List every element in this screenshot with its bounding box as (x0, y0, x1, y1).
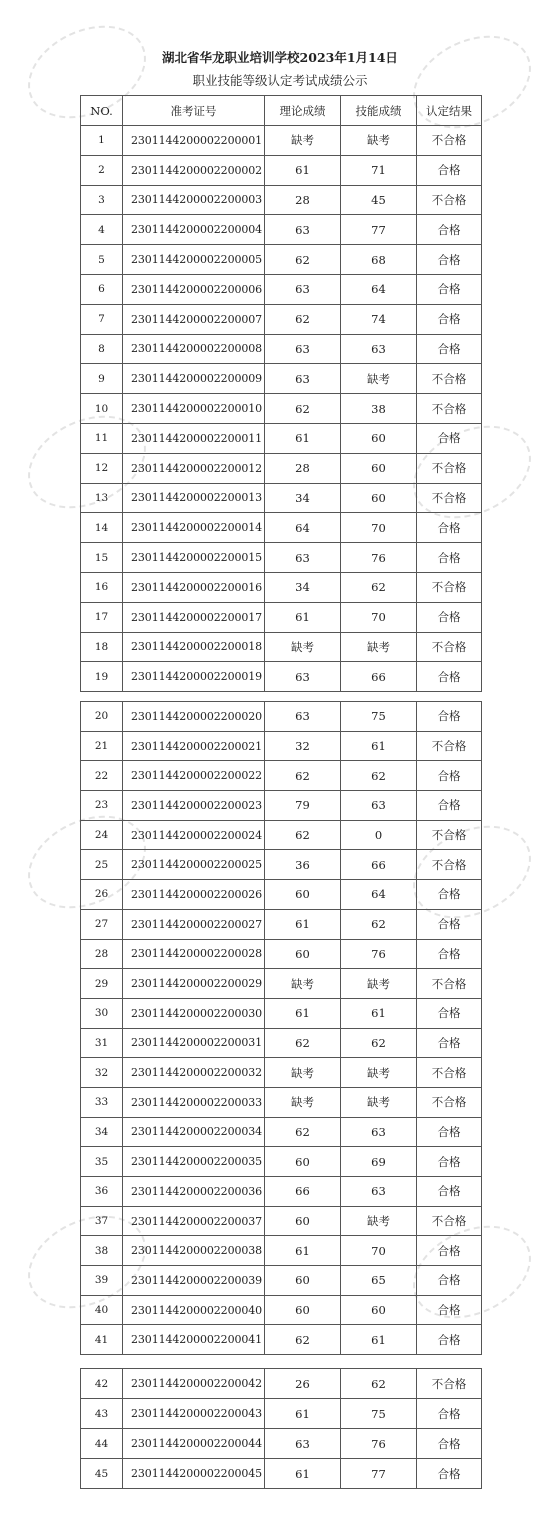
cell-no: 7 (81, 304, 123, 334)
cell-ticket: 2301144200002200037 (123, 1206, 265, 1236)
results-table-part-2 (80, 701, 482, 1355)
cell-result: 不合格 (417, 126, 482, 156)
cell-theory: 66 (265, 1177, 341, 1207)
table-row (81, 1117, 482, 1147)
cell-ticket: 2301144200002200044 (123, 1429, 265, 1459)
table-row (81, 761, 482, 791)
cell-result: 合格 (417, 1295, 482, 1325)
cell-result: 合格 (417, 423, 482, 453)
cell-result: 合格 (417, 1399, 482, 1429)
cell-ticket: 2301144200002200022 (123, 761, 265, 791)
cell-theory: 28 (265, 185, 341, 215)
cell-no: 38 (81, 1236, 123, 1266)
cell-result: 合格 (417, 791, 482, 821)
cell-skill: 缺考 (341, 1058, 417, 1088)
cell-skill: 64 (341, 274, 417, 304)
cell-skill: 66 (341, 662, 417, 692)
table-row (81, 1266, 482, 1296)
cell-ticket: 2301144200002200007 (123, 304, 265, 334)
cell-result: 合格 (417, 702, 482, 732)
cell-theory: 61 (265, 1459, 341, 1489)
cell-result: 合格 (417, 761, 482, 791)
cell-result: 合格 (417, 1236, 482, 1266)
cell-no: 21 (81, 731, 123, 761)
cell-ticket: 2301144200002200011 (123, 423, 265, 453)
cell-no: 32 (81, 1058, 123, 1088)
cell-skill: 69 (341, 1147, 417, 1177)
cell-theory: 61 (265, 1399, 341, 1429)
cell-skill: 60 (341, 483, 417, 513)
table-row (81, 215, 482, 245)
table-row (81, 702, 482, 732)
cell-no: 36 (81, 1177, 123, 1207)
cell-ticket: 2301144200002200030 (123, 998, 265, 1028)
cell-result: 合格 (417, 939, 482, 969)
cell-result: 合格 (417, 1429, 482, 1459)
table-row (81, 126, 482, 156)
cell-skill: 60 (341, 1295, 417, 1325)
table-row (81, 245, 482, 275)
cell-result: 合格 (417, 513, 482, 543)
cell-ticket: 2301144200002200026 (123, 880, 265, 910)
cell-ticket: 2301144200002200006 (123, 274, 265, 304)
cell-ticket: 2301144200002200039 (123, 1266, 265, 1296)
cell-no: 43 (81, 1399, 123, 1429)
cell-result: 合格 (417, 1325, 482, 1355)
cell-theory: 62 (265, 394, 341, 424)
cell-no: 22 (81, 761, 123, 791)
cell-no: 9 (81, 364, 123, 394)
cell-skill: 65 (341, 1266, 417, 1296)
table-row (81, 909, 482, 939)
cell-result: 不合格 (417, 969, 482, 999)
cell-skill: 75 (341, 1399, 417, 1429)
cell-result: 合格 (417, 1177, 482, 1207)
cell-ticket: 2301144200002200020 (123, 702, 265, 732)
cell-result: 合格 (417, 998, 482, 1028)
cell-ticket: 2301144200002200043 (123, 1399, 265, 1429)
table-row (81, 880, 482, 910)
cell-theory: 26 (265, 1369, 341, 1399)
table-row (81, 1236, 482, 1266)
cell-ticket: 2301144200002200032 (123, 1058, 265, 1088)
cell-theory: 缺考 (265, 1058, 341, 1088)
cell-skill: 63 (341, 1117, 417, 1147)
document-subtitle: 职业技能等级认定考试成绩公示 (192, 73, 368, 88)
cell-result: 合格 (417, 1459, 482, 1489)
table-row (81, 662, 482, 692)
cell-theory: 缺考 (265, 632, 341, 662)
table-row (81, 334, 482, 364)
cell-theory: 缺考 (265, 126, 341, 156)
cell-skill: 62 (341, 1369, 417, 1399)
cell-ticket: 2301144200002200016 (123, 572, 265, 602)
cell-ticket: 2301144200002200004 (123, 215, 265, 245)
cell-ticket: 2301144200002200015 (123, 543, 265, 573)
document-title: 湖北省华龙职业培训学校2023年1月14日 (162, 50, 398, 65)
cell-theory: 62 (265, 1117, 341, 1147)
cell-theory: 63 (265, 364, 341, 394)
table-row (81, 185, 482, 215)
cell-skill: 74 (341, 304, 417, 334)
cell-result: 合格 (417, 155, 482, 185)
cell-theory: 63 (265, 334, 341, 364)
column-header-skill: 技能成绩 (341, 96, 417, 126)
cell-skill: 66 (341, 850, 417, 880)
cell-result: 不合格 (417, 1058, 482, 1088)
cell-theory: 62 (265, 761, 341, 791)
results-table-part-3 (80, 1368, 482, 1489)
cell-theory: 62 (265, 1325, 341, 1355)
cell-skill: 60 (341, 453, 417, 483)
cell-skill: 76 (341, 939, 417, 969)
cell-theory: 63 (265, 662, 341, 692)
cell-theory: 60 (265, 880, 341, 910)
cell-result: 不合格 (417, 572, 482, 602)
cell-result: 不合格 (417, 731, 482, 761)
cell-theory: 缺考 (265, 969, 341, 999)
cell-theory: 61 (265, 998, 341, 1028)
table-row (81, 483, 482, 513)
cell-result: 合格 (417, 880, 482, 910)
cell-theory: 60 (265, 1206, 341, 1236)
column-header-theory: 理论成绩 (265, 96, 341, 126)
cell-no: 15 (81, 543, 123, 573)
table-row (81, 304, 482, 334)
cell-ticket: 2301144200002200012 (123, 453, 265, 483)
cell-no: 45 (81, 1459, 123, 1489)
cell-ticket: 2301144200002200010 (123, 394, 265, 424)
cell-ticket: 2301144200002200025 (123, 850, 265, 880)
table-row (81, 1058, 482, 1088)
cell-ticket: 2301144200002200033 (123, 1087, 265, 1117)
cell-no: 2 (81, 155, 123, 185)
cell-no: 40 (81, 1295, 123, 1325)
cell-ticket: 2301144200002200042 (123, 1369, 265, 1399)
cell-no: 34 (81, 1117, 123, 1147)
cell-ticket: 2301144200002200028 (123, 939, 265, 969)
cell-result: 合格 (417, 909, 482, 939)
cell-no: 8 (81, 334, 123, 364)
cell-skill: 45 (341, 185, 417, 215)
cell-no: 42 (81, 1369, 123, 1399)
cell-no: 17 (81, 602, 123, 632)
cell-result: 合格 (417, 334, 482, 364)
cell-skill: 71 (341, 155, 417, 185)
cell-ticket: 2301144200002200017 (123, 602, 265, 632)
cell-no: 35 (81, 1147, 123, 1177)
cell-skill: 62 (341, 1028, 417, 1058)
cell-skill: 77 (341, 1459, 417, 1489)
cell-no: 29 (81, 969, 123, 999)
cell-theory: 63 (265, 274, 341, 304)
cell-skill: 0 (341, 820, 417, 850)
cell-skill: 61 (341, 1325, 417, 1355)
cell-theory: 34 (265, 483, 341, 513)
cell-result: 不合格 (417, 820, 482, 850)
cell-theory: 61 (265, 423, 341, 453)
results-table-part-1 (80, 95, 482, 692)
cell-ticket: 2301144200002200034 (123, 1117, 265, 1147)
table-row (81, 394, 482, 424)
cell-theory: 63 (265, 702, 341, 732)
cell-skill: 60 (341, 423, 417, 453)
table-row (81, 791, 482, 821)
cell-ticket: 2301144200002200027 (123, 909, 265, 939)
cell-no: 37 (81, 1206, 123, 1236)
cell-ticket: 2301144200002200045 (123, 1459, 265, 1489)
table-row (81, 632, 482, 662)
cell-skill: 62 (341, 909, 417, 939)
cell-ticket: 2301144200002200001 (123, 126, 265, 156)
cell-ticket: 2301144200002200013 (123, 483, 265, 513)
cell-result: 合格 (417, 215, 482, 245)
cell-skill: 缺考 (341, 1206, 417, 1236)
cell-theory: 64 (265, 513, 341, 543)
cell-no: 26 (81, 880, 123, 910)
table-row (81, 1028, 482, 1058)
cell-ticket: 2301144200002200005 (123, 245, 265, 275)
cell-no: 31 (81, 1028, 123, 1058)
table-row (81, 513, 482, 543)
cell-no: 14 (81, 513, 123, 543)
cell-ticket: 2301144200002200014 (123, 513, 265, 543)
cell-no: 16 (81, 572, 123, 602)
table-row (81, 602, 482, 632)
table-row (81, 543, 482, 573)
cell-result: 合格 (417, 274, 482, 304)
cell-no: 5 (81, 245, 123, 275)
cell-no: 24 (81, 820, 123, 850)
header-row (81, 96, 482, 126)
cell-ticket: 2301144200002200041 (123, 1325, 265, 1355)
cell-theory: 61 (265, 155, 341, 185)
cell-ticket: 2301144200002200018 (123, 632, 265, 662)
cell-skill: 62 (341, 572, 417, 602)
cell-ticket: 2301144200002200021 (123, 731, 265, 761)
cell-no: 23 (81, 791, 123, 821)
cell-result: 合格 (417, 1266, 482, 1296)
cell-skill: 63 (341, 334, 417, 364)
cell-theory: 34 (265, 572, 341, 602)
table-row (81, 1147, 482, 1177)
cell-skill: 缺考 (341, 632, 417, 662)
cell-theory: 36 (265, 850, 341, 880)
cell-result: 合格 (417, 602, 482, 632)
cell-theory: 60 (265, 1266, 341, 1296)
table-row (81, 850, 482, 880)
cell-skill: 64 (341, 880, 417, 910)
cell-ticket: 2301144200002200031 (123, 1028, 265, 1058)
table-row (81, 453, 482, 483)
cell-skill: 61 (341, 731, 417, 761)
cell-no: 33 (81, 1087, 123, 1117)
cell-skill: 38 (341, 394, 417, 424)
table-row (81, 939, 482, 969)
cell-no: 28 (81, 939, 123, 969)
table-row (81, 1399, 482, 1429)
cell-ticket: 2301144200002200035 (123, 1147, 265, 1177)
cell-result: 不合格 (417, 185, 482, 215)
table-row (81, 1295, 482, 1325)
cell-result: 合格 (417, 662, 482, 692)
cell-result: 不合格 (417, 850, 482, 880)
cell-theory: 61 (265, 1236, 341, 1266)
cell-result: 不合格 (417, 364, 482, 394)
cell-no: 19 (81, 662, 123, 692)
cell-skill: 缺考 (341, 969, 417, 999)
cell-skill: 缺考 (341, 364, 417, 394)
cell-no: 11 (81, 423, 123, 453)
table-row (81, 155, 482, 185)
cell-result: 不合格 (417, 1087, 482, 1117)
cell-ticket: 2301144200002200040 (123, 1295, 265, 1325)
cell-ticket: 2301144200002200002 (123, 155, 265, 185)
cell-no: 6 (81, 274, 123, 304)
cell-ticket: 2301144200002200036 (123, 1177, 265, 1207)
cell-theory: 61 (265, 602, 341, 632)
cell-result: 不合格 (417, 1369, 482, 1399)
cell-result: 合格 (417, 304, 482, 334)
cell-no: 13 (81, 483, 123, 513)
cell-skill: 62 (341, 761, 417, 791)
cell-ticket: 2301144200002200003 (123, 185, 265, 215)
cell-skill: 缺考 (341, 126, 417, 156)
table-row (81, 1429, 482, 1459)
cell-no: 18 (81, 632, 123, 662)
cell-skill: 77 (341, 215, 417, 245)
cell-theory: 60 (265, 1147, 341, 1177)
cell-ticket: 2301144200002200024 (123, 820, 265, 850)
cell-result: 不合格 (417, 632, 482, 662)
cell-no: 44 (81, 1429, 123, 1459)
cell-no: 20 (81, 702, 123, 732)
cell-result: 不合格 (417, 483, 482, 513)
cell-theory: 62 (265, 304, 341, 334)
cell-no: 12 (81, 453, 123, 483)
cell-result: 合格 (417, 1117, 482, 1147)
cell-result: 合格 (417, 543, 482, 573)
cell-theory: 62 (265, 1028, 341, 1058)
table-row (81, 820, 482, 850)
cell-skill: 70 (341, 602, 417, 632)
cell-no: 27 (81, 909, 123, 939)
cell-ticket: 2301144200002200029 (123, 969, 265, 999)
cell-skill: 68 (341, 245, 417, 275)
cell-skill: 76 (341, 543, 417, 573)
cell-no: 30 (81, 998, 123, 1028)
cell-no: 4 (81, 215, 123, 245)
cell-theory: 32 (265, 731, 341, 761)
table-row (81, 1369, 482, 1399)
cell-theory: 60 (265, 939, 341, 969)
cell-theory: 63 (265, 215, 341, 245)
table-row (81, 731, 482, 761)
table-row (81, 1087, 482, 1117)
cell-ticket: 2301144200002200009 (123, 364, 265, 394)
cell-result: 合格 (417, 1147, 482, 1177)
table-row (81, 423, 482, 453)
table-row (81, 1206, 482, 1236)
cell-theory: 62 (265, 820, 341, 850)
cell-theory: 60 (265, 1295, 341, 1325)
cell-result: 合格 (417, 245, 482, 275)
cell-no: 41 (81, 1325, 123, 1355)
cell-skill: 63 (341, 791, 417, 821)
table-row (81, 572, 482, 602)
table-row (81, 1177, 482, 1207)
table-row (81, 998, 482, 1028)
cell-skill: 63 (341, 1177, 417, 1207)
table-row (81, 1459, 482, 1489)
cell-result: 合格 (417, 1028, 482, 1058)
table-row (81, 364, 482, 394)
cell-theory: 63 (265, 543, 341, 573)
table-row (81, 274, 482, 304)
cell-no: 10 (81, 394, 123, 424)
cell-skill: 缺考 (341, 1087, 417, 1117)
cell-theory: 79 (265, 791, 341, 821)
cell-ticket: 2301144200002200038 (123, 1236, 265, 1266)
cell-skill: 76 (341, 1429, 417, 1459)
cell-result: 不合格 (417, 453, 482, 483)
cell-no: 1 (81, 126, 123, 156)
cell-result: 不合格 (417, 1206, 482, 1236)
cell-theory: 缺考 (265, 1087, 341, 1117)
cell-result: 不合格 (417, 394, 482, 424)
cell-theory: 63 (265, 1429, 341, 1459)
cell-theory: 62 (265, 245, 341, 275)
table-row (81, 969, 482, 999)
cell-theory: 28 (265, 453, 341, 483)
cell-skill: 61 (341, 998, 417, 1028)
column-header-result: 认定结果 (417, 96, 482, 126)
cell-skill: 70 (341, 1236, 417, 1266)
cell-ticket: 2301144200002200023 (123, 791, 265, 821)
table-row (81, 1325, 482, 1355)
cell-no: 25 (81, 850, 123, 880)
column-header-no: NO. (81, 96, 123, 126)
cell-skill: 75 (341, 702, 417, 732)
cell-no: 3 (81, 185, 123, 215)
column-header-ticket: 准考证号 (123, 96, 265, 126)
cell-skill: 70 (341, 513, 417, 543)
cell-ticket: 2301144200002200008 (123, 334, 265, 364)
cell-ticket: 2301144200002200019 (123, 662, 265, 692)
cell-theory: 61 (265, 909, 341, 939)
cell-no: 39 (81, 1266, 123, 1296)
